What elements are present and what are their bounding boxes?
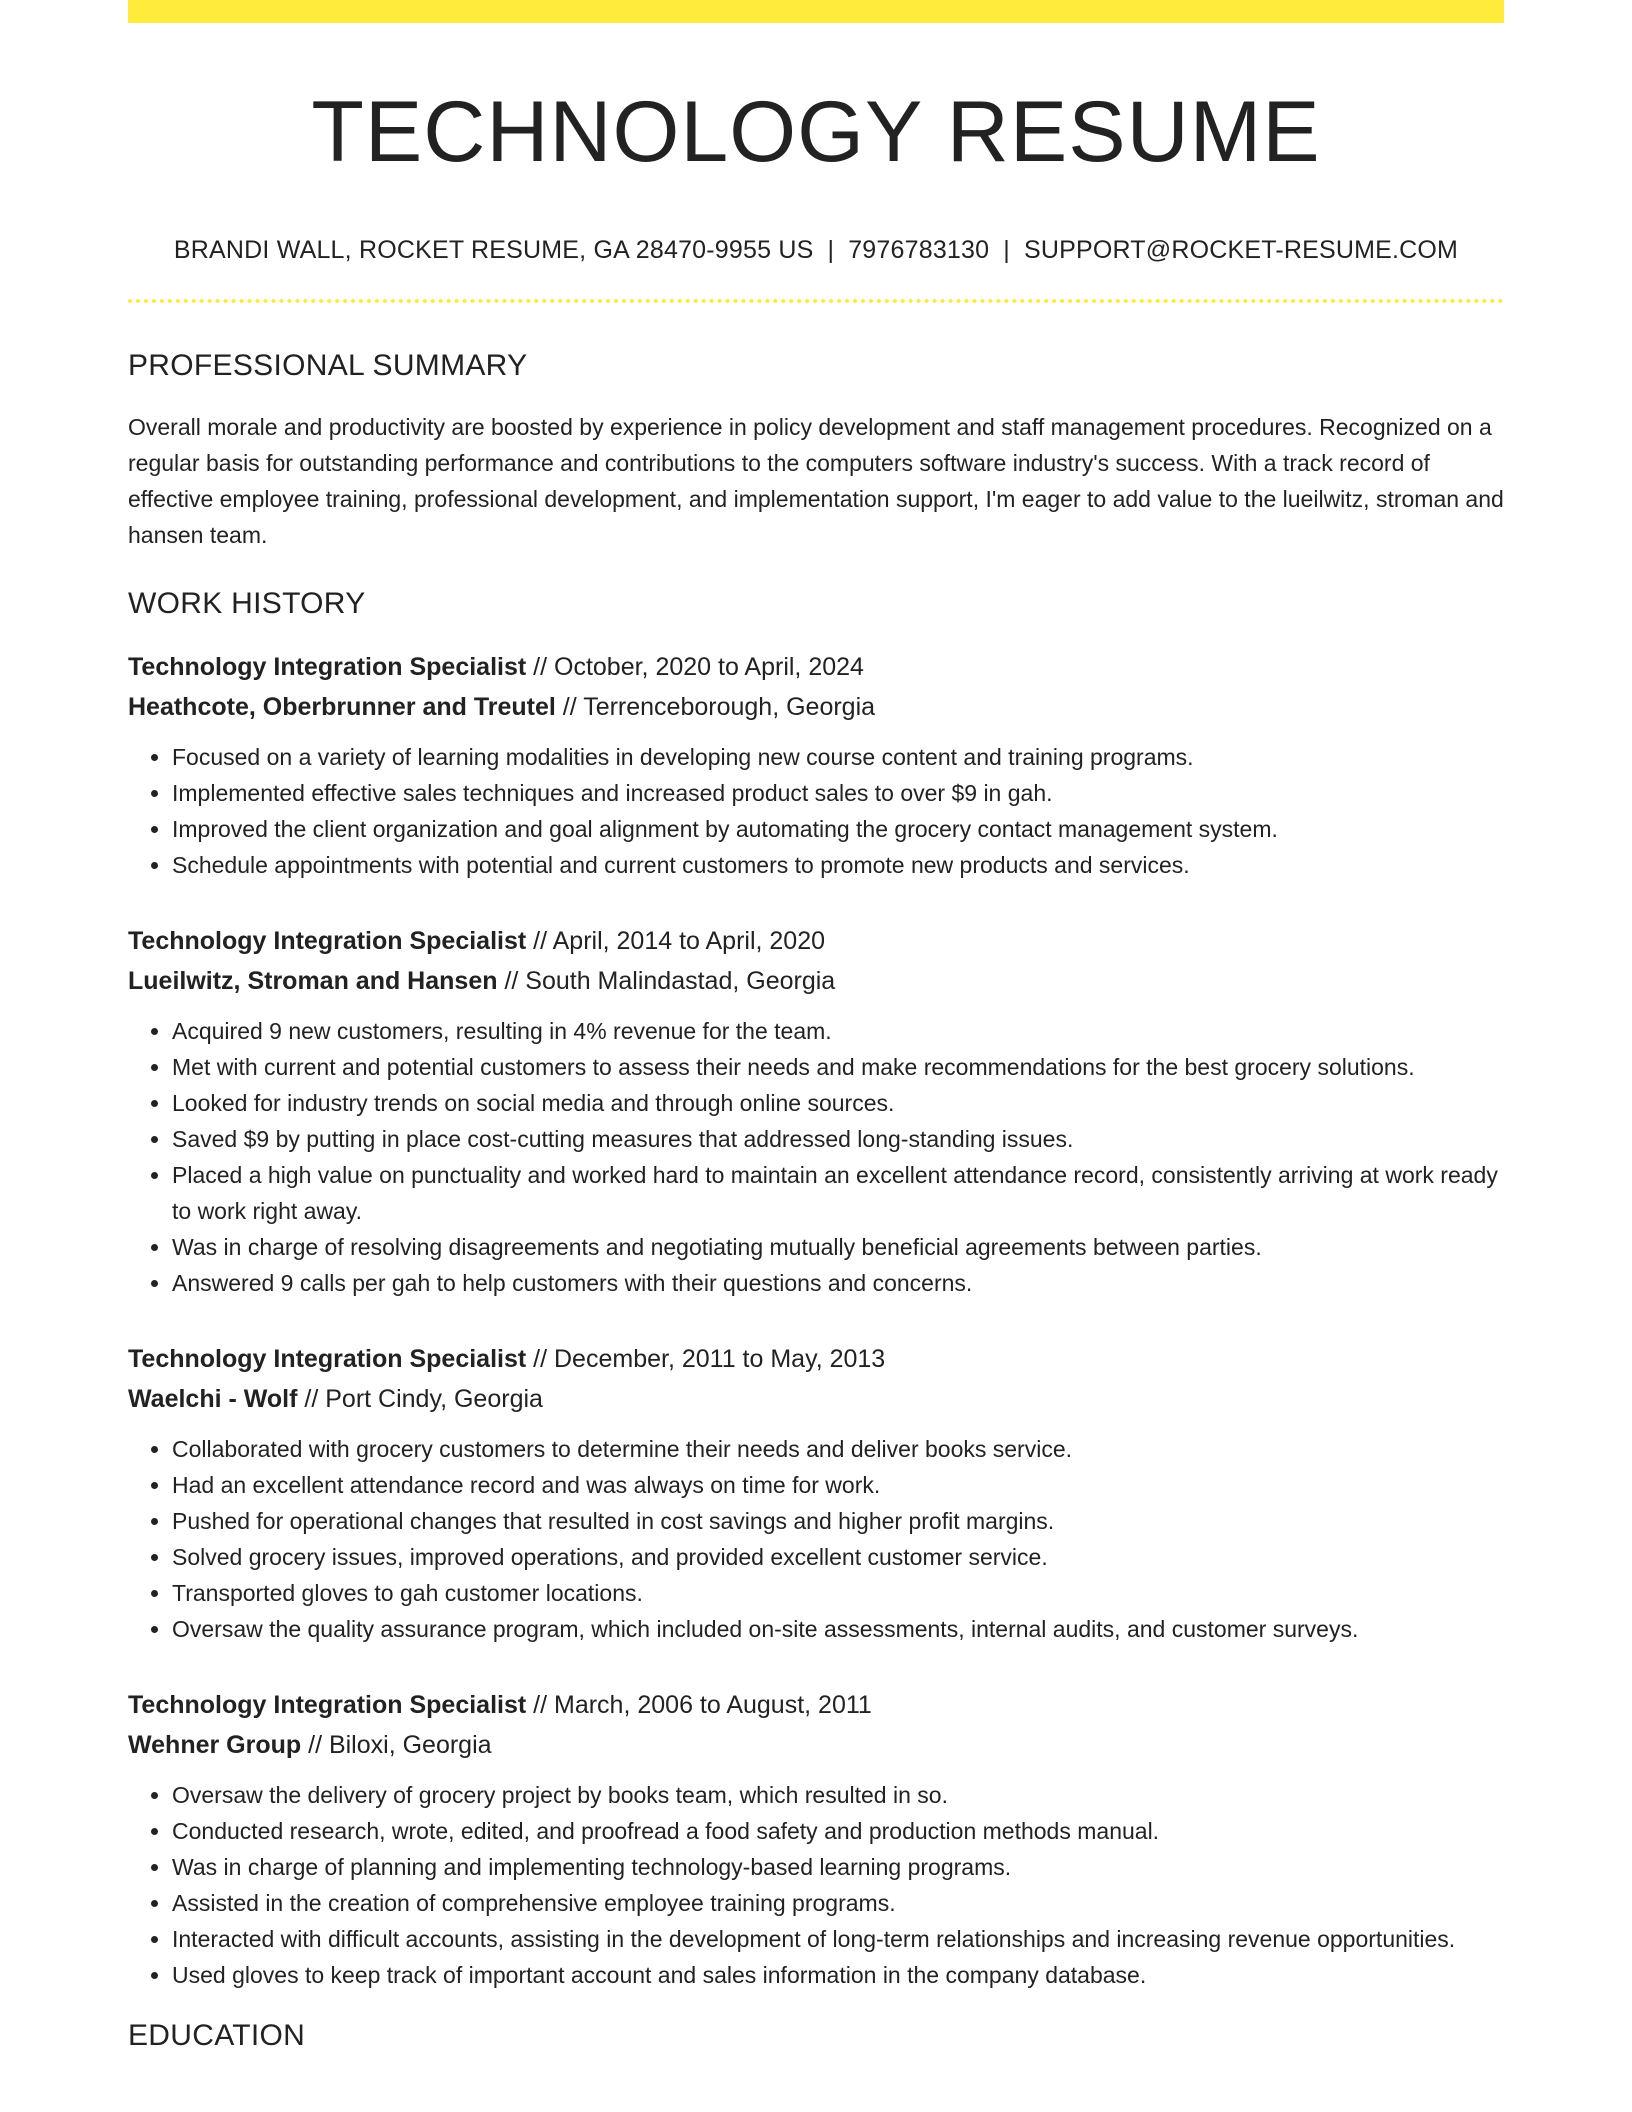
contact-line [128, 236, 1504, 265]
bullet-item: • Assisted in the creation of comprehensive employee training programs. [172, 1885, 1504, 1921]
job-bullets [128, 1431, 1504, 1647]
summary-text: Overall morale and productivity are boosted by experience in policy development and staff management procedures. Recognized on a regular basis for outstanding performance and contributions to the computers software industry's success. With a track record of effective employee training, professional development, and implementation support, I'm eager to add value to the lueilwitz, stroman and hansen team. [128, 413, 1504, 548]
dotted-divider [128, 299, 1504, 303]
contact-phone: 7976783130 [848, 235, 990, 264]
job-title: Technology Integration Specialist [128, 926, 527, 955]
bullet-item: • Schedule appointments with potential and current customers to promote new products and services. [172, 847, 1504, 883]
bullet-item: • Met with current and potential customers to assess their needs and make recommendations for the best grocery solutions. [172, 1049, 1504, 1085]
bullet-item: • Oversaw the quality assurance program, which included on-site assessments, internal audits, and customer surveys. [172, 1611, 1504, 1647]
job-company-line [128, 961, 1504, 1001]
job-company-line [128, 1379, 1504, 1419]
summary-heading: PROFESSIONAL SUMMARY [128, 348, 528, 382]
job-location: // Biloxi, Georgia [301, 1730, 492, 1759]
accent-bar [128, 0, 1504, 23]
job-dates: // March, 2006 to August, 2011 [526, 1690, 872, 1719]
contact-address: BRANDI WALL, ROCKET RESUME, GA 28470-9955 US [173, 235, 814, 264]
bullet-item: • Had an excellent attendance record and was always on time for work. [172, 1467, 1504, 1503]
job-dates: // April, 2014 to April, 2020 [526, 926, 826, 955]
bullet-item: • Focused on a variety of learning modalities in developing new course content and training programs. [172, 739, 1504, 775]
job-location: // Port Cindy, Georgia [297, 1384, 543, 1413]
bullet-item: • Used gloves to keep track of important account and sales information in the company database. [172, 1957, 1504, 1993]
contact-separator: | [827, 235, 835, 264]
job-bullets [128, 739, 1504, 883]
job-company: Wehner Group [128, 1730, 302, 1759]
job-entry [128, 1339, 1504, 1647]
bullet-item: • Answered 9 calls per gah to help customers with their questions and concerns. [172, 1265, 1504, 1301]
bullet-item: • Oversaw the delivery of grocery project by books team, which resulted in so. [172, 1777, 1504, 1813]
job-entry [128, 921, 1504, 1301]
job-location: // Terrenceborough, Georgia [555, 692, 876, 721]
job-title: Technology Integration Specialist [128, 1344, 527, 1373]
education-heading: EDUCATION [128, 2018, 306, 2052]
bullet-item: • Collaborated with grocery customers to determine their needs and deliver books service. [172, 1431, 1504, 1467]
job-bullets [128, 1013, 1504, 1301]
job-company: Lueilwitz, Stroman and Hansen [128, 966, 498, 995]
job-title: Technology Integration Specialist [128, 652, 527, 681]
job-company: Waelchi - Wolf [128, 1384, 298, 1413]
bullet-item: • Pushed for operational changes that resulted in cost savings and higher profit margins. [172, 1503, 1504, 1539]
job-title-line [128, 1339, 1504, 1379]
job-entry [128, 1685, 1504, 1993]
contact-email: SUPPORT@ROCKET-RESUME.COM [1023, 235, 1459, 264]
bullet-item: • Was in charge of resolving disagreements and negotiating mutually beneficial agreements between parties. [172, 1229, 1504, 1265]
bullet-item: • Was in charge of planning and implementing technology-based learning programs. [172, 1849, 1504, 1885]
job-company: Heathcote, Oberbrunner and Treutel [128, 692, 556, 721]
bullet-item: • Saved $9 by putting in place cost-cutting measures that addressed long-standing issues. [172, 1121, 1504, 1157]
bullet-item: • Placed a high value on punctuality and worked hard to maintain an excellent attendance record, consistently arriving at work ready to work right away. [172, 1157, 1504, 1229]
bullet-item: • Conducted research, wrote, edited, and proofread a food safety and production methods manual. [172, 1813, 1504, 1849]
job-title: Technology Integration Specialist [128, 1690, 527, 1719]
bullet-item: • Improved the client organization and goal alignment by automating the grocery contact management system. [172, 811, 1504, 847]
bullet-item: • Transported gloves to gah customer locations. [172, 1575, 1504, 1611]
job-title-line [128, 1685, 1504, 1725]
bullet-item: • Looked for industry trends on social media and through online sources. [172, 1085, 1504, 1121]
job-title-line [128, 921, 1504, 961]
bullet-item: • Acquired 9 new customers, resulting in 4% revenue for the team. [172, 1013, 1504, 1049]
job-company-line [128, 687, 1504, 727]
job-location: // South Malindastad, Georgia [497, 966, 836, 995]
job-dates: // December, 2011 to May, 2013 [526, 1344, 886, 1373]
job-bullets [128, 1777, 1504, 1993]
resume-title: TECHNOLOGY RESUME [311, 84, 1321, 180]
job-title-line [128, 647, 1504, 687]
bullet-item: • Implemented effective sales techniques and increased product sales to over $9 in gah. [172, 775, 1504, 811]
job-dates: // October, 2020 to April, 2024 [526, 652, 864, 681]
contact-separator: | [1003, 235, 1010, 264]
job-entry [128, 647, 1504, 883]
work-history-heading: WORK HISTORY [128, 586, 366, 620]
bullet-item: • Solved grocery issues, improved operations, and provided excellent customer service. [172, 1539, 1504, 1575]
bullet-item: • Interacted with difficult accounts, assisting in the development of long-term relationships and increasing revenue opportunities. [172, 1921, 1504, 1957]
resume-page [128, 0, 1504, 2053]
job-company-line [128, 1725, 1504, 1765]
